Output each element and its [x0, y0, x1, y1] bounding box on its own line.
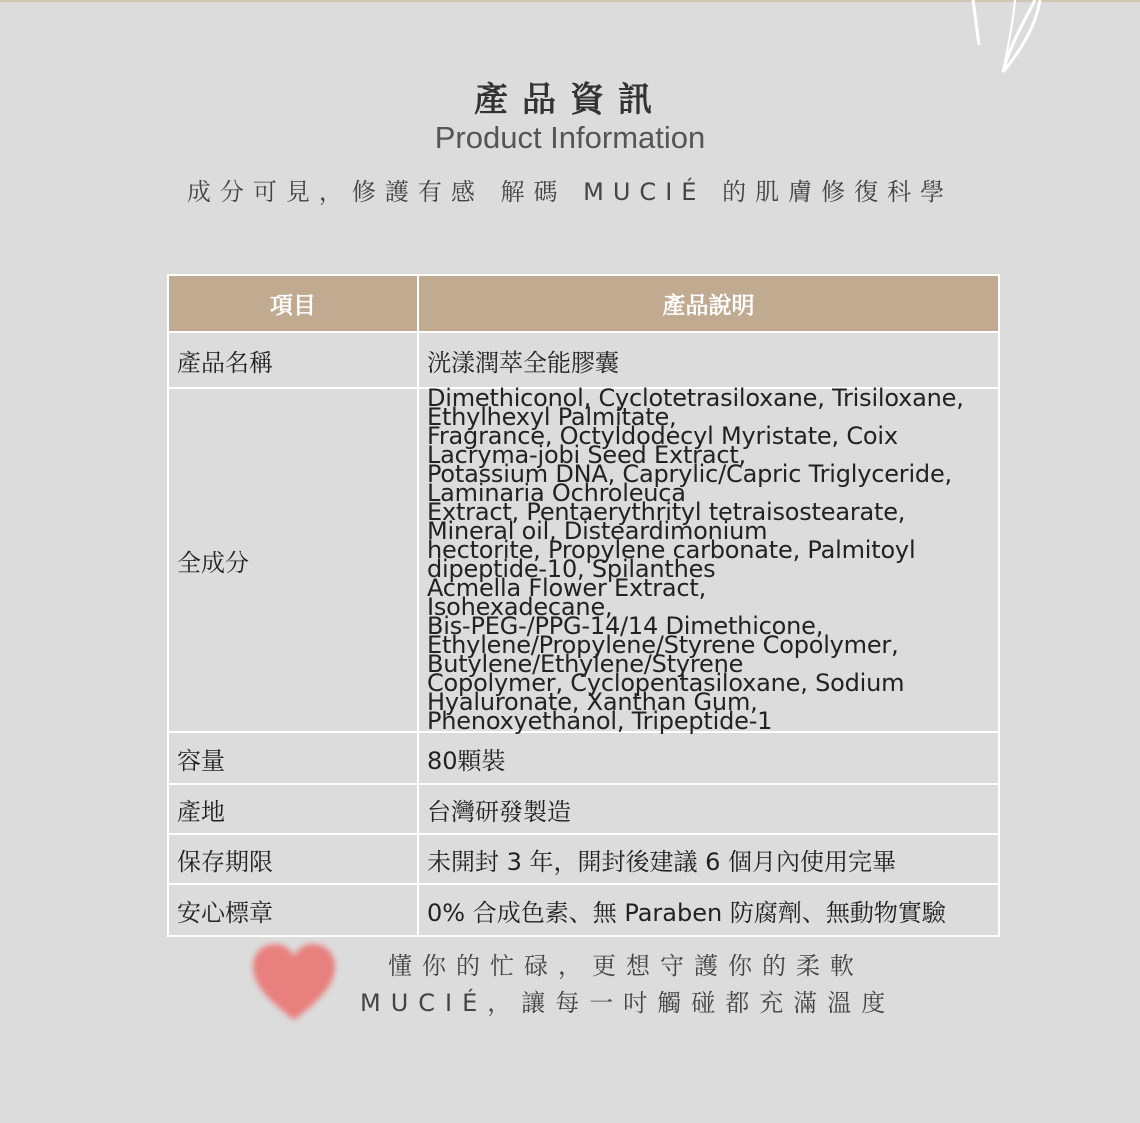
footer-line-1: 懂你的忙碌，更想守護你的柔軟 [388, 952, 864, 980]
footer-slogan [360, 948, 920, 1022]
tagline: 成分可見，修護有感 解碼 MUCIÉ 的肌膚修復科學 [186, 178, 954, 206]
leaf-icon [955, 0, 1055, 80]
page-subtitle: Product Information [434, 120, 706, 155]
row-value: 洸漾潤萃全能膠囊 [418, 332, 999, 388]
product-info-table [167, 274, 1000, 937]
row-value: 0% 合成色素、無 Paraben 防腐劑、無動物實驗 [418, 884, 999, 936]
table-row [168, 388, 999, 732]
heart-icon [248, 940, 340, 1026]
row-label: 保存期限 [168, 834, 418, 884]
row-value: 台灣研發製造 [418, 784, 999, 834]
table-row [168, 834, 999, 884]
table-header-row [168, 275, 999, 332]
table-row [168, 732, 999, 784]
table-row [168, 784, 999, 834]
row-value: 80顆裝 [418, 732, 999, 784]
table-row [168, 884, 999, 936]
table-row [168, 332, 999, 388]
row-label: 產地 [168, 784, 418, 834]
row-label: 產品名稱 [168, 332, 418, 388]
row-label: 安心標章 [168, 884, 418, 936]
row-label: 容量 [168, 732, 418, 784]
row-label: 全成分 [168, 388, 418, 732]
column-header-item: 項目 [168, 275, 418, 332]
ingredients-value: Dimethiconol, Cyclotetrasiloxane, Trisiloxane, Ethylhexyl Palmitate, Fragrance, Octyldodecyl Myristate, Coix Lacryma-jobi Seed Extract, Potassium DNA, Caprylic/Capric Triglyceride, Laminaria Ochroleuca Extract, Pentaerythrityl tetraisostearate, Mineral oil, Disteardimonium hectorite, Propylene carbonate, Palmitoyl dipeptide-10, Spilanthes Acmella Flower Extract, Isohexadecane, Bis-PEG-/PPG-14/14 Dimethicone, Ethylene/Propylene/Styrene Copolymer, Butylene/Ethylene/Styrene Copolymer, Cyclopentasiloxane, Sodium Hyaluronate, Xanthan Gum, Phenoxyethanol, Tripeptide-1 [418, 388, 999, 732]
footer-line-2: MUCIÉ，讓每一吋觸碰都充滿溫度 [360, 989, 896, 1017]
column-header-description: 產品說明 [418, 275, 999, 332]
row-value: 未開封 3 年，開封後建議 6 個月內使用完畢 [418, 834, 999, 884]
page-title: 產品資訊 [474, 80, 666, 120]
